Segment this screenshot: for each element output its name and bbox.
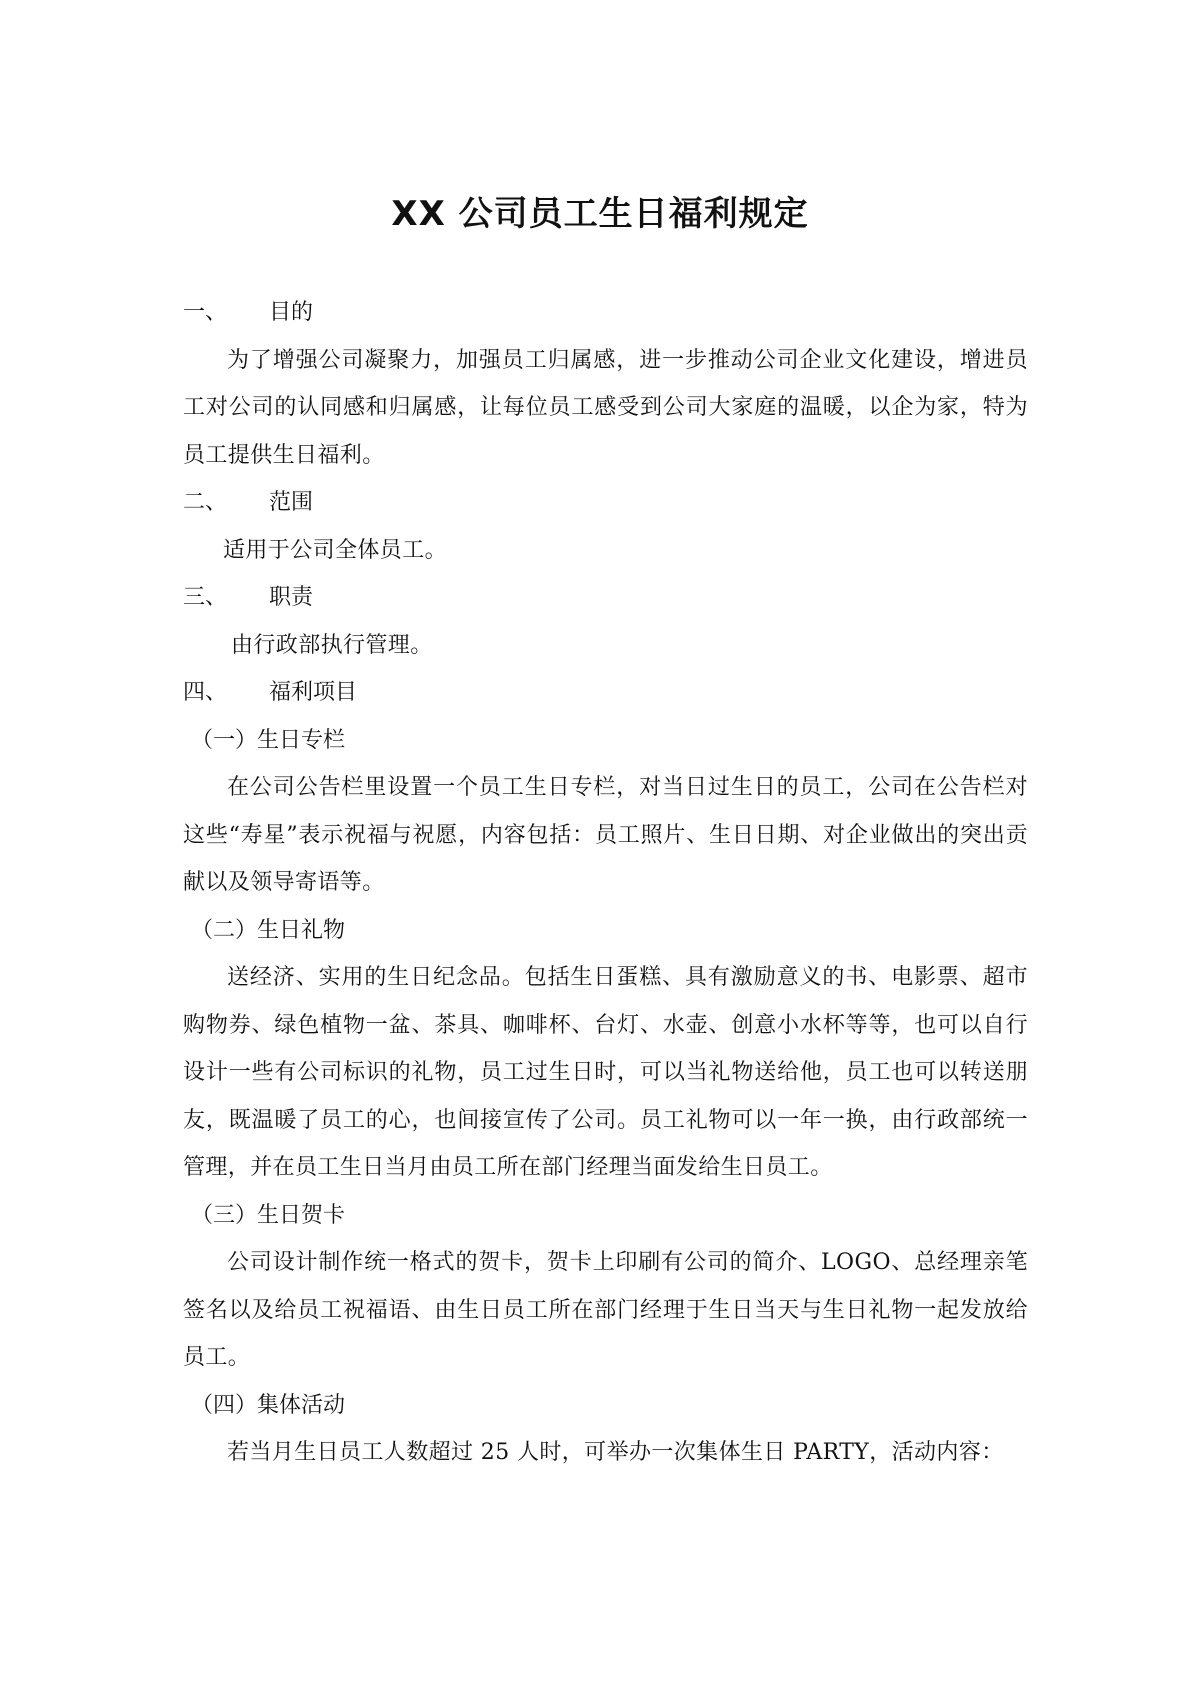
benefit-heading-group-activity: （四）集体活动 (191, 1392, 346, 1418)
benefit-heading-birthday-column: （一）生日专栏 (191, 727, 346, 753)
benefit-paragraph-birthday-card: 公司设计制作统一格式的贺卡，贺卡上印刷有公司的简介、LOGO、总经理亲笔签名以及给员工祝福语、由生日员工所在部门经理于生日当天与生日礼物一起发放给员工。 (183, 1250, 1028, 1370)
document-title: XX 公司员工生日福利规定 (391, 194, 809, 234)
benefit-paragraph-group-activity: 若当月生日员工人数超过 25 人时，可举办一次集体生日 PARTY，活动内容： (227, 1440, 1004, 1465)
benefit-heading-birthday-gift: （二）生日礼物 (191, 917, 346, 943)
section-heading-purpose (183, 289, 1028, 337)
section-heading-benefits (183, 669, 1028, 717)
document-body (183, 289, 1028, 1477)
section-label: 福利项目 (269, 680, 358, 705)
section-label: 目的 (269, 300, 314, 325)
section-heading-scope (183, 479, 1028, 527)
benefit-heading-birthday-card: （三）生日贺卡 (191, 1202, 346, 1228)
benefit-paragraph-birthday-gift: 送经济、实用的生日纪念品。包括生日蛋糕、具有激励意义的书、电影票、超市购物券、绿色植物一盆、茶具、咖啡杯、台灯、水壶、创意小水杯等等，也可以自行设计一些有公司标识的礼物，员工过生日时，可以当礼物送给他，员工也可以转送朋友，既温暖了员工的心，也间接宣传了公司。员工礼物可以一年一换，由行政部统一管理，并在员工生日当月由员工所在部门经理当面发给生日员工。 (183, 965, 1028, 1180)
section-label: 范围 (269, 490, 314, 515)
section-label: 职责 (269, 585, 314, 610)
benefit-paragraph-birthday-column: 在公司公告栏里设置一个员工生日专栏，对当日过生日的员工，公司在公告栏对这些“寿星”表示祝福与祝愿，内容包括：员工照片、生日日期、对企业做出的突出贡献以及领导寄语等。 (183, 775, 1028, 895)
section-number: 二、 (183, 490, 228, 515)
purpose-paragraph: 为了增强公司凝聚力，加强员工归属感，进一步推动公司企业文化建设，增进员工对公司的认同感和归属感，让每位员工感受到公司大家庭的温暖，以企为家，特为员工提供生日福利。 (183, 347, 1028, 468)
section-heading-duty (183, 574, 1028, 622)
section-number: 一、 (183, 300, 228, 325)
duty-paragraph: 由行政部执行管理。 (231, 632, 433, 658)
section-number: 三、 (183, 585, 228, 610)
section-number: 四、 (183, 680, 228, 705)
scope-paragraph: 适用于公司全体员工。 (223, 537, 448, 563)
